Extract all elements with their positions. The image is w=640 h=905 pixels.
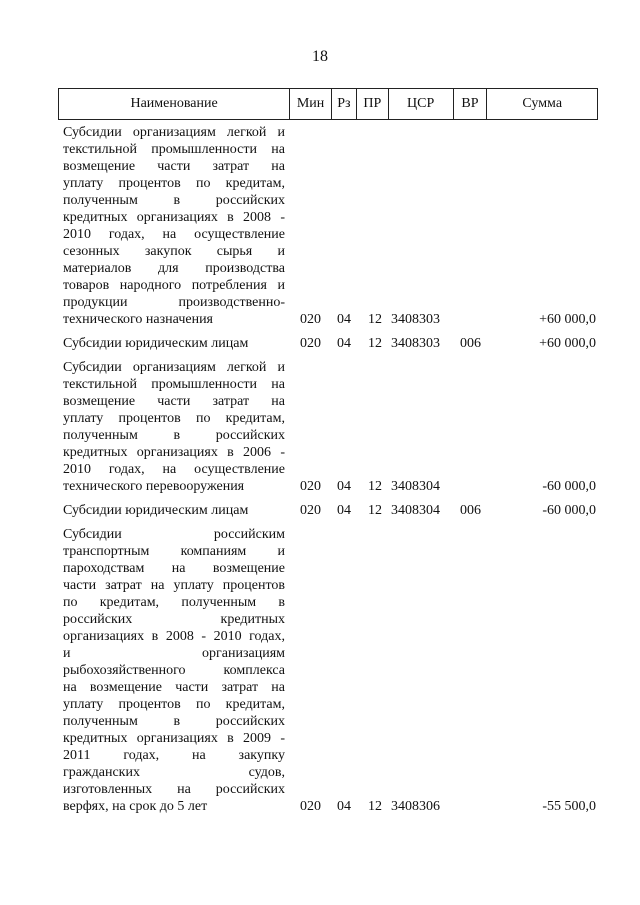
cell-sum: -60 000,0 <box>542 503 596 518</box>
row-name-line: возмещение части затрат на <box>63 394 285 409</box>
row-name-line: уплату процентов по кредитам, <box>63 697 285 712</box>
cell-pr: 12 <box>368 503 382 518</box>
row-name-line: уплату процентов по кредитам, <box>63 411 285 426</box>
row-codes <box>0 502 640 519</box>
cell-sum: -55 500,0 <box>542 799 596 814</box>
table-row <box>0 124 640 328</box>
row-name-line: Субсидии российским <box>63 527 285 542</box>
row-name-line: Субсидии юридическим лицам <box>63 503 249 518</box>
row-name-line: 2011 годах, на закупку <box>63 748 285 763</box>
cell-csr: 3408304 <box>391 503 440 518</box>
table-header <box>58 88 598 120</box>
row-name-line: товаров народного потребления и <box>63 278 285 293</box>
row-name-line: по кредитам, полученным в <box>63 595 285 610</box>
cell-pr: 12 <box>368 799 382 814</box>
row-name-line: технического назначения <box>63 312 213 327</box>
row-name-line: кредитных организациях в 2006 - <box>63 445 285 460</box>
cell-csr: 3408306 <box>391 799 440 814</box>
cell-rz: 04 <box>337 799 351 814</box>
row-name-line: полученным в российских <box>63 193 285 208</box>
row-name-line: части затрат на уплату процентов <box>63 578 285 593</box>
cell-rz: 04 <box>337 312 351 327</box>
cell-csr: 3408304 <box>391 479 440 494</box>
row-name-line: гражданских судов, <box>63 765 285 780</box>
row-name-line: уплату процентов по кредитам, <box>63 176 285 191</box>
table-row <box>0 335 640 352</box>
row-codes <box>0 478 640 495</box>
row-name-line: сезонных закупок сырья и <box>63 244 285 259</box>
cell-rz: 04 <box>337 336 351 351</box>
row-codes <box>0 798 640 815</box>
row-name-line: транспортным компаниям и <box>63 544 285 559</box>
cell-vr: 006 <box>460 336 481 351</box>
row-name-line: текстильной промышленности на <box>63 142 285 157</box>
table-row <box>0 526 640 815</box>
row-name-line: текстильной промышленности на <box>63 377 285 392</box>
row-name-line: материалов для производства <box>63 261 285 276</box>
row-codes <box>0 335 640 352</box>
table-body <box>0 124 640 822</box>
row-name-line: возмещение части затрат на <box>63 159 285 174</box>
row-name-line: на возмещение части затрат на <box>63 680 285 695</box>
row-name <box>63 124 285 328</box>
cell-pr: 12 <box>368 479 382 494</box>
cell-min: 020 <box>300 479 321 494</box>
cell-csr: 3408303 <box>391 336 440 351</box>
cell-min: 020 <box>300 503 321 518</box>
row-name-line: Субсидии организациям легкой и <box>63 360 285 375</box>
page-number: 18 <box>312 48 328 65</box>
header-sum: Сумма <box>522 96 563 111</box>
row-name-line: 2010 годах, на осуществление <box>63 462 285 477</box>
cell-rz: 04 <box>337 503 351 518</box>
row-name-line: изготовленных на российских <box>63 782 285 797</box>
cell-sum: +60 000,0 <box>539 336 596 351</box>
row-name-line: полученным в российских <box>63 428 285 443</box>
header-name: Наименование <box>59 89 290 119</box>
row-name-line: полученным в российских <box>63 714 285 729</box>
cell-min: 020 <box>300 799 321 814</box>
row-name-line: Субсидии организациям легкой и <box>63 125 285 140</box>
row-name-line: продукции производственно- <box>63 295 285 310</box>
header-pr: ПР <box>357 89 389 119</box>
header-vr: ВР <box>454 89 488 119</box>
row-name-line: Субсидии юридическим лицам <box>63 336 249 351</box>
row-name <box>63 526 285 815</box>
row-name-line: организациях в 2008 - 2010 годах, <box>63 629 285 644</box>
cell-sum: +60 000,0 <box>539 312 596 327</box>
table-row <box>0 359 640 495</box>
row-name <box>63 359 285 495</box>
header-csr: ЦСР <box>389 89 454 119</box>
row-name-line: российских кредитных <box>63 612 285 627</box>
row-name-line: верфях, на срок до 5 лет <box>63 799 208 814</box>
table-row <box>0 502 640 519</box>
cell-rz: 04 <box>337 479 351 494</box>
row-name-line: технического перевооружения <box>63 479 245 494</box>
row-name-line: и организациям <box>63 646 285 661</box>
cell-csr: 3408303 <box>391 312 440 327</box>
row-name-line: пароходствам на возмещение <box>63 561 285 576</box>
row-codes <box>0 311 640 328</box>
row-name-line: кредитных организациях в 2009 - <box>63 731 285 746</box>
cell-min: 020 <box>300 336 321 351</box>
header-min: Мин <box>290 89 332 119</box>
row-name-line: 2010 годах, на осуществление <box>63 227 285 242</box>
cell-pr: 12 <box>368 336 382 351</box>
cell-pr: 12 <box>368 312 382 327</box>
cell-min: 020 <box>300 312 321 327</box>
row-name-line: кредитных организациях в 2008 - <box>63 210 285 225</box>
header-rz: Рз <box>332 89 357 119</box>
cell-vr: 006 <box>460 503 481 518</box>
row-name-line: рыбохозяйственного комплекса <box>63 663 285 678</box>
cell-sum: -60 000,0 <box>542 479 596 494</box>
